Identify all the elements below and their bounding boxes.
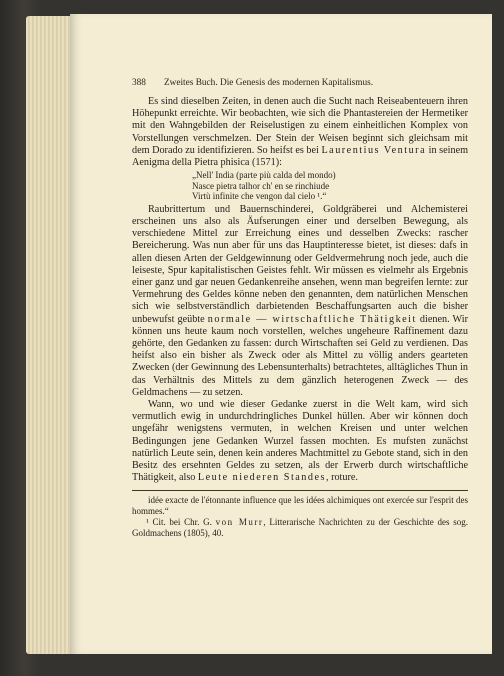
book-page bbox=[70, 14, 492, 654]
footnote-1 bbox=[132, 517, 468, 538]
verse-line: Virtù infinite che vengon dal cielo ¹.“ bbox=[192, 191, 327, 202]
verse-line: „Nell' India (parte più calda del mondo) bbox=[192, 170, 336, 181]
footnotes bbox=[132, 495, 468, 538]
running-title: Zweites Buch. Die Genesis des modernen Kapitalismus. bbox=[163, 78, 374, 88]
main-text bbox=[132, 96, 468, 538]
text-span: , Litterarische Nachrichten zu der Geschichte des sog. Goldmachens (1805), 40. bbox=[132, 516, 469, 538]
paragraph-3 bbox=[132, 399, 468, 484]
text-span: Raubrittertum und Bauernschinderei, Goldgräberei und Alchemisterei erscheinen uns also als Äufserungen einer und derselben Bewegung, als verschiedene Mittel zur Erreichung eines und desselben Zwecks: rascher Bereicherung. Was nun aber für uns das Hauptinteresse bietet, ist dieses: dafs in allen diesen Arten der Geldgewinnung oder Geldvermehrung noch jede, auch die leiseste, Spur kapitalistischen Geistes fehlt. Wir müssen es vielmehr als Ergebnis einer ganz und gar neuen Gedankenreihe ansehen, wenn man begreifen lernte: zur Vermehrung des Geldes könne neben den genannten, dem natürlichen Menschen sich wie selbstverständlich darbietenden Beschaffungsarten auch die bisher unbewufst geübte bbox=[132, 203, 468, 325]
author-name: von Murr bbox=[215, 516, 264, 527]
text-span: ¹ Cit. bei Chr. G. bbox=[146, 516, 216, 527]
text-span: in seinem Aenigma della Pietra phisica (1571): bbox=[132, 144, 469, 169]
text-span: , roture. bbox=[325, 472, 358, 484]
footnote-divider bbox=[132, 490, 468, 491]
paragraph-2 bbox=[132, 204, 468, 399]
page-edges bbox=[26, 16, 72, 654]
footnote-continuation: idée exacte de l'étonnante influence que les idées alchimiques ont exercée sur l'esprit des hommes.“ bbox=[132, 495, 468, 517]
verse-line: Nasce pietra talhor ch' en se rinchiude bbox=[192, 180, 330, 191]
emphasis-text: normale — wirtschaftliche Thätigkeit bbox=[207, 313, 417, 325]
author-name: Laurentius Ventura bbox=[321, 144, 427, 156]
text-span: Wann, wo und wie dieser Gedanke zuerst in die Welt kam, wird sich vermutlich ewig in undurchdringliches Dunkel hüllen. Aber wir können doch ungefähr wenigstens vermuten, in welchen Kreisen und unter welchen Bedingungen jene Gedanken Wurzel fassen mochten. Es mufsten zunächst natürlich Leute sein, denen kein anderes Machtmittel zu Gebote stand, sich in den Besitz des ersehnten Geldes zu setzen, als der Erwerb durch wirtschaftliche Thätigkeit, also bbox=[132, 398, 468, 484]
text-span: dienen. Wir können uns heute kaum noch vorstellen, welches ungeheure Raffinement dazu gehörte, den Gedanken zu fassen: durch Wirtschaften sei Geld zu verdienen. Das heifst also ein bisher als Zweck oder als Mittel zu völlig anders gearteten Zwecken (der Gewinnung des Lebensunterhalts) betrachtetes, alltägliches Thun in das Verhältnis des Mittels zu dem gänzlich heterogenen Zweck — des Geldmachens — zu setzen. bbox=[132, 313, 468, 398]
verse-quote bbox=[192, 170, 468, 202]
text-span: Es sind dieselben Zeiten, in denen auch die Sucht nach Reiseabenteuern ihren Höhepunkt erreichte. Wir beobachten, wie sich die Phantastereien der Hermetiker mit den Wahngebilden der Reiselustigen zu einem einheitlichen Komplex von Vorstellungen verschmelzen. Der Stein der Weisen beginnt sich gleichsam mit dem Dorado zu identifizieren. So heifst es bei bbox=[132, 96, 468, 156]
emphasis-text: Leute niederen Standes bbox=[197, 472, 326, 484]
page-number: 388 bbox=[132, 78, 146, 88]
paragraph-1 bbox=[132, 96, 468, 169]
running-header bbox=[132, 78, 472, 88]
